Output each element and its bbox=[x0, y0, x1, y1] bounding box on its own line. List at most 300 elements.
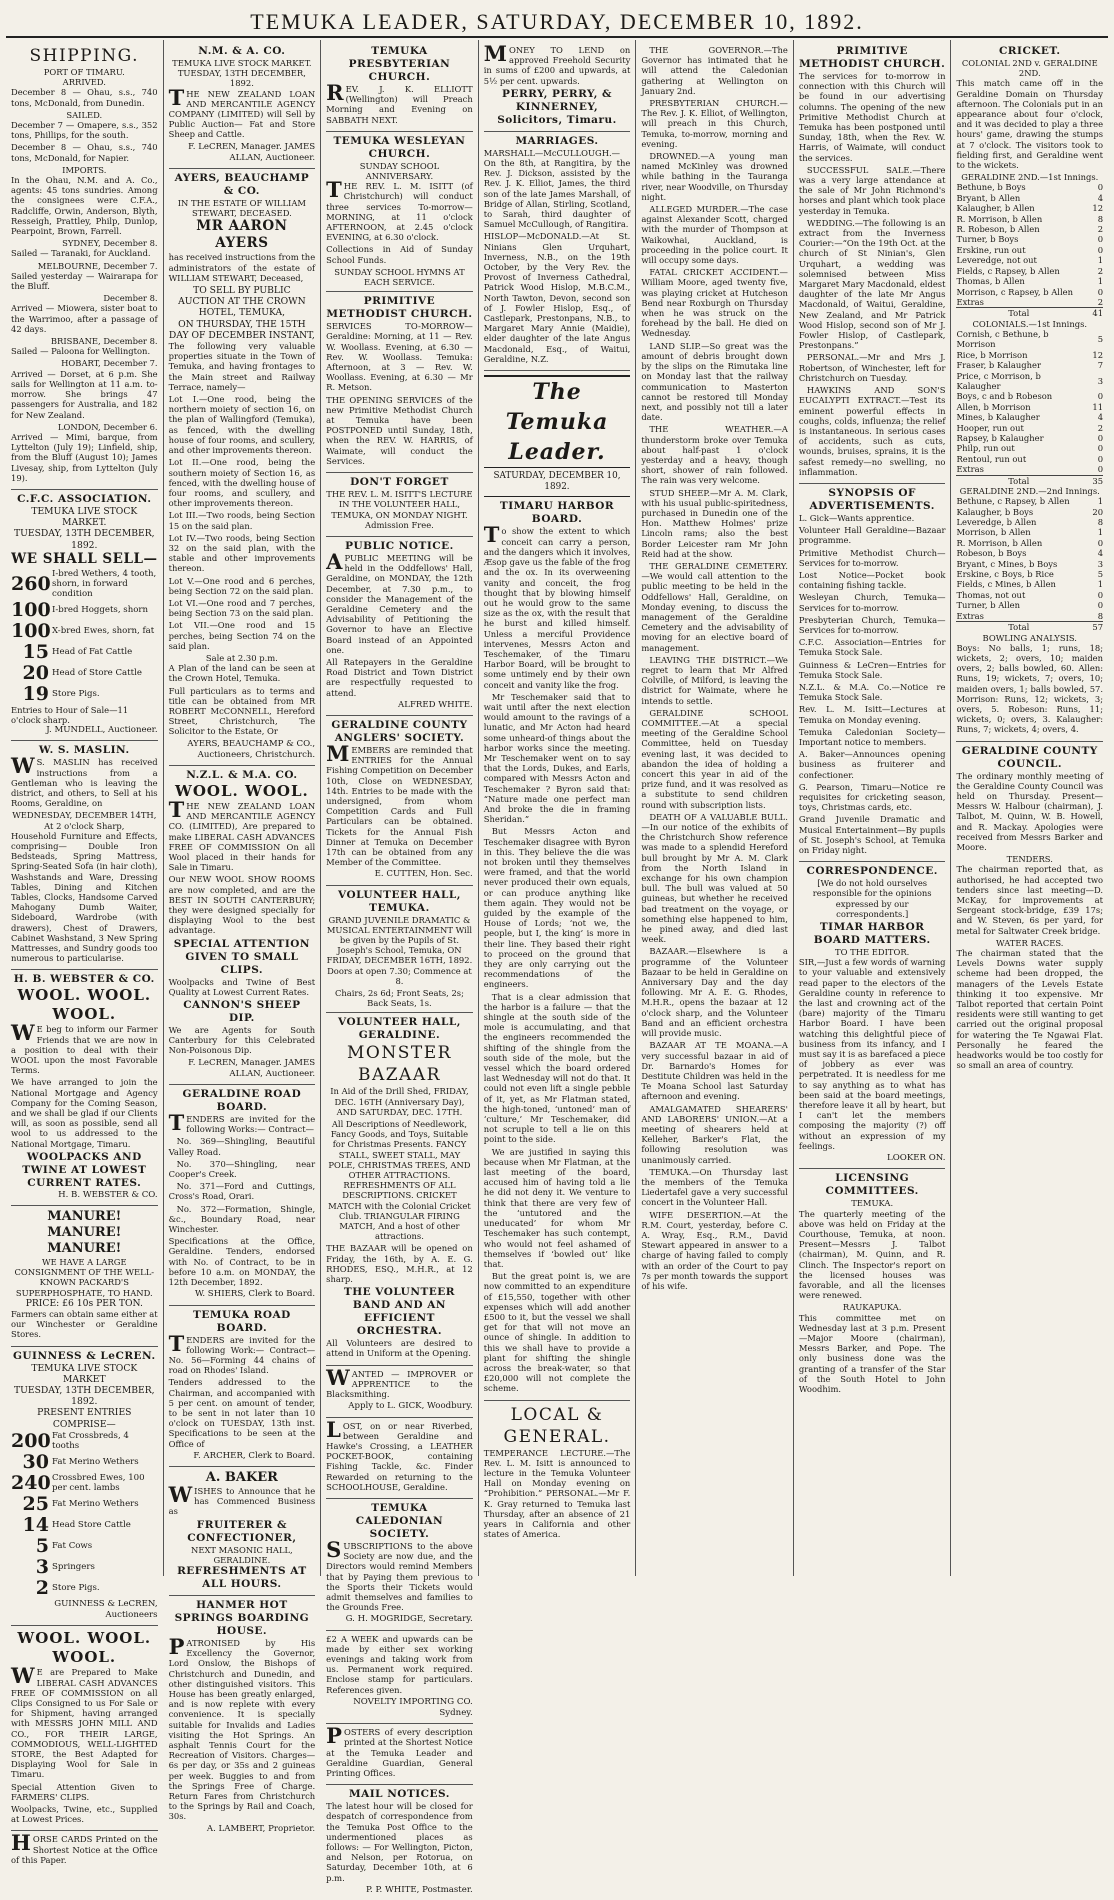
volunteer-hall-temuka bbox=[326, 886, 473, 1014]
news-item: THE WEATHER.—A thunderstorm broke over Temuka about half-past 1 o'clock yesterday and a heavy, though short, shower of rain followed. The rain was very welcome. bbox=[641, 424, 788, 486]
news-item: PERSONAL.—Mr and Mrs J. Robertson, of Winchester, left for Christchurch on Tuesday. bbox=[798, 352, 946, 383]
batsman: Fraser, b Kalaugher bbox=[956, 360, 1041, 371]
batsman: Boys, c and b Robeson bbox=[956, 391, 1053, 402]
ayers-time: Sale at 2.30 p.m. bbox=[205, 652, 278, 663]
news-text: Sailed — Paloona for Wellington. bbox=[11, 346, 151, 357]
water-body: The chairman stated that the Levels Downs water supply scheme had been dropped, the managers of the Levels Estate thinking it too expensive. Mr Talbot reported that certain Point residents were still wanting to get carried out the original proposal for watering the Te Ngawai Flat. Personally he feared the headworks would be too costly for so small an area of country. bbox=[956, 947, 1104, 1071]
nza-dip: CANNON'S SHEEP DIP. bbox=[183, 999, 301, 1025]
week-signature: NOVELTY IMPORTING CO. Sydney. bbox=[353, 1696, 473, 1718]
score-row bbox=[956, 412, 1103, 422]
stock-count: 200 bbox=[11, 1429, 51, 1452]
mail-signature: P. P. WHITE, Postmaster. bbox=[365, 1884, 473, 1895]
news-item: BAZAAR AT TE MOANA.—A very successful bazaar in aid of Dr. Barnardo's Homes for Destitute Children was held in the Te Moana School last Saturday afternoon and evening. bbox=[641, 1040, 788, 1102]
news-item: BAZAAR.—Elsewhere is a programme of the Volunteer Bazaar to be held in Geraldine on Anniversary Day and the day following. Mr A. E. G. Rhodes, M.H.R., opens the bazaar at 12 o'clock sharp, and the Volunteer Band and an efficient orchestra will provide music. bbox=[641, 946, 788, 1039]
columns bbox=[6, 40, 1108, 1895]
ayers-advert bbox=[169, 169, 316, 766]
batsman: Fields, c Rapsey, b Allen bbox=[956, 265, 1060, 276]
batsman: Fields, c Mines, b Allen bbox=[956, 579, 1056, 590]
synopsis-item: Primitive Methodist Church—Services for to-morrow. bbox=[798, 547, 946, 568]
innings-title: GERALDINE 2ND.—2nd Innings. bbox=[959, 486, 1100, 497]
extras: Extras bbox=[956, 296, 984, 307]
batsman: Erskine, c Boys, b Rice bbox=[956, 569, 1054, 580]
bowling-body: Boys: No balls, 1; runs, 18; wickets, 2; overs, 10; maiden overs, 2; balls bowled, 60. Allen: Runs, 19; wickets, 7; overs, 10; maiden overs, 1; balls bowled, 57. Morrison: Runs, 12; wickets, 3; overs, 5. Robeson: Runs, 11; wickets, 0; overs, 3. Kalaugher: Runs, 7; wickets, 4; overs, 4. bbox=[956, 642, 1104, 735]
guinness-lead: PRESENT ENTRIES COMPRISE— bbox=[37, 1407, 132, 1430]
paper-date: SATURDAY, DECEMBER 10, 1892. bbox=[484, 470, 631, 497]
grb-item: No. 372—Formation, Shingle, &c., Boundary Road, near Winchester. bbox=[168, 1203, 316, 1235]
runs: 2 bbox=[1097, 224, 1104, 235]
stock-count: 25 bbox=[22, 1492, 49, 1515]
caledonian-notice bbox=[326, 1499, 473, 1631]
vht-body: GRAND JUVENILE DRAMATIC & MUSICAL ENTERTAINMENT Will be given by the Pupils of St. Joseph's School, Temuka, ON FRIDAY, DECEMBER 16TH, 1892. Doors at open 7.30; Commence at 8. bbox=[326, 914, 473, 986]
grb-item: No. 370—Shingling, near Cooper's Creek. bbox=[168, 1158, 316, 1180]
batsman: Bethune, c Rapsey, b Allen bbox=[956, 496, 1070, 507]
ayers-body: has received instructions from the administrators of the estate of WILLIAM STEWART, Deceased, bbox=[168, 252, 316, 283]
synopsis-item: N.Z.L. & M.A. Co.—Notice re Temuka Stock Sale. bbox=[798, 681, 946, 703]
extras: Extras bbox=[956, 464, 984, 475]
runs: 0 bbox=[1097, 286, 1104, 297]
stock-entry bbox=[11, 1452, 158, 1472]
ayers-estate: IN THE ESTATE OF WILLIAM STEWART, DECEASED. bbox=[177, 198, 306, 219]
correspondence bbox=[799, 862, 946, 1169]
tcs-body: SUBSCRIPTIONS to the above Society are now due, and the Directors would remind Members that by Paying them previous to the Sports their Tickets would admit themselves and families to the Grounds Free. bbox=[326, 1536, 473, 1613]
nza-body: THE NEW ZEALAND LOAN AND MERCANTILE AGENCY CO. (LIMITED), Are prepared to make LIBERAL CASH ADVANCES FREE OF COMMISSION On all Wool placed in their hands for Sale in Timaru. bbox=[168, 796, 316, 873]
cfc-signature: J. MUNDELL, Auctioneer. bbox=[46, 725, 158, 736]
anglers-notice bbox=[326, 716, 473, 886]
runs: 12 bbox=[1092, 349, 1104, 360]
isitt-notice bbox=[326, 473, 473, 537]
week-advert bbox=[326, 1631, 473, 1725]
news-text: Arrived — Miowera, sister boat to the Warrimoo, after a passage of 42 days. bbox=[11, 303, 158, 334]
grb-item: No. 369—Shingling, Beautiful Valley Road. bbox=[168, 1136, 316, 1157]
pmc-body: SERVICES TO-MORROW— Geraldine: Morning, at 11 — Rev. W. Woollass. Evening, at 6.30 — Rev. W. Woollass. Temuka: Afternoon, at 3 — Rev. W. Woollass. Evening, at 6.30 — Mr R. Metson. bbox=[326, 321, 473, 393]
total-row bbox=[956, 475, 1103, 486]
isitt-title: DON'T FORGET bbox=[350, 476, 449, 489]
stock-entry bbox=[11, 621, 158, 641]
ayers-lot: Lot II.—One rood, being the southern moiety of Section 16, as fenced, with the dwelling house of four rooms, and scullery, and other improvements thereon. bbox=[168, 457, 316, 509]
runs: 3 bbox=[1097, 375, 1104, 386]
news-item: HAWKINS AND SON'S EUCALYPTI EXTRACT.—Test its eminent powerful effects in coughs, colds, influenza; the relief is instantaneous. In serious cases of accidents, such as cuts, wounds, bruises, sprains, it is the safest remedy—no swelling, no inflammation. bbox=[798, 385, 946, 477]
nza-body2: Our NEW WOOL SHOW ROOMS are now completed, and are the BEST IN SOUTH CANTERBURY; they were designed specially for displaying Wool to the best advantage. bbox=[168, 874, 316, 936]
runs: 2 bbox=[1097, 422, 1104, 433]
paper-nameplate bbox=[484, 375, 631, 497]
synopsis-item: Volunteer Hall Geraldine—Bazaar programme. bbox=[798, 525, 946, 546]
guinness-date: TUESDAY, 13TH DECEMBER, 1892. bbox=[14, 1385, 155, 1408]
news-item: SUCCESSFUL SALE.—There was a very large attendance at the sale of Mr John Richmond's horses and plant which took place yesterday in Temuka. bbox=[798, 164, 946, 216]
batsman: Rentoul, run out bbox=[956, 453, 1027, 464]
news-place: SYDNEY, December 8. bbox=[62, 238, 158, 249]
tpc-body: REV. J. K. ELLIOTT (Wellington) will Preach Morning and Evening on SABBATH NEXT. bbox=[326, 80, 473, 125]
twc-hymns: SUNDAY SCHOOL HYMNS AT EACH SERVICE. bbox=[334, 266, 465, 288]
batsman: Thomas, not out bbox=[956, 589, 1026, 600]
ayers-signature: AYERS, BEAUCHAMP & CO., Auctioneers, Christchurch. bbox=[187, 738, 316, 760]
baker-advert bbox=[169, 1467, 316, 1596]
manure-title: MANURE! MANURE! MANURE! bbox=[47, 1209, 122, 1257]
manure-note: Farmers can obtain same either at our Winchester or Geraldine Stores. bbox=[11, 1309, 158, 1340]
score-row bbox=[956, 266, 1103, 276]
score-row bbox=[956, 507, 1103, 517]
runs: 8 bbox=[1097, 610, 1104, 621]
stock-count: 14 bbox=[22, 1513, 49, 1536]
news-item: TEMUKA.—On Thursday last the members of the Temuka Liedertafel gave a very successful concert in the Volunteer Hall. bbox=[641, 1166, 788, 1208]
stock-entry bbox=[11, 663, 158, 683]
letter-to: TO THE EDITOR. bbox=[835, 947, 910, 958]
letter-signature: LOOKER ON. bbox=[887, 1153, 946, 1164]
lost-advert bbox=[326, 1418, 473, 1499]
ayers-lot: Lot VI.—One rood and 7 perches, being Section 73 on the said plan. bbox=[168, 597, 316, 619]
stock-desc: Fat Merino Wethers bbox=[52, 1498, 139, 1509]
hanmer-advert bbox=[169, 1596, 316, 1839]
stock-count: 100 bbox=[11, 598, 51, 621]
score-row bbox=[956, 454, 1103, 464]
wool2-supply: Woolpacks, Twine, etc., Supplied at Lowest Prices. bbox=[11, 1803, 158, 1825]
score-row bbox=[956, 548, 1103, 558]
runs: 0 bbox=[1097, 432, 1104, 443]
stock-entry bbox=[11, 1515, 158, 1535]
editorial-paragraph: Mr Teschemaker said that to wait until after the next election would amount to the ravings of a lunatic, and Mr Acton had heard some unheard-of things about the harbor works since the meeting. Mr Teschemaker went on to say that the Lords, Dukes, and Earls, compared with Messrs Acton and Teschemaker ? Byron said that: “Nature made one perfect man And broke the die in framing Sheridan.” bbox=[483, 691, 631, 825]
correspondence-note: [We do not hold ourselves responsible for the opinions expressed by our correspondents.] bbox=[812, 878, 932, 919]
twc-body: THE REV. L. M. ISITT (of Christchurch) will conduct three services To-morrow— MORNING, at 11 o'clock AFTERNOON, at 2.45 o'clock EVENING, at 6.30 o'clock. bbox=[326, 177, 473, 243]
masthead-title: TEMUKA LEADER, SATURDAY, DECEMBER 10, 1892. bbox=[250, 9, 864, 34]
stock-count: 5 bbox=[35, 1534, 49, 1557]
tpc-notice bbox=[326, 42, 473, 132]
batsman: Bethune, b Boys bbox=[956, 182, 1026, 193]
stock-count: 15 bbox=[22, 640, 49, 663]
stock-entry bbox=[11, 642, 158, 662]
cfc-date: TUESDAY, 13TH DECEMBER, 1892. bbox=[14, 528, 155, 551]
ayers-lot: Lot IV.—Two roods, being Section 32 on the said plan, with the stable and other improvements thereon. bbox=[168, 532, 316, 574]
total-runs: 41 bbox=[1092, 308, 1104, 319]
twc-notice bbox=[326, 132, 473, 292]
total-label: Total bbox=[1008, 622, 1030, 633]
money-text: MONEY TO LEND on approved Freehold Security in sums of £200 and upwards, at 5½ per cent. upwards. bbox=[483, 41, 631, 86]
column-5 bbox=[635, 40, 793, 1576]
ayers-lead: MR AARON AYERS bbox=[196, 218, 288, 252]
score-row bbox=[956, 569, 1103, 579]
score-row bbox=[956, 287, 1103, 297]
stock-count: 260 bbox=[11, 572, 51, 595]
column-2 bbox=[163, 40, 321, 1834]
maslin-body: WS. MASLIN has received instructions from a Gentleman who is leaving the district, and others, to Sell at his Rooms, Geraldine, on bbox=[11, 753, 158, 809]
grb-item: No. 371—Ford and Cuttings, Cross's Road, Orari. bbox=[168, 1181, 316, 1202]
news-text: Sailed yesterday — Wairarapa for the Bluff. bbox=[11, 270, 158, 292]
grb-advert bbox=[169, 1085, 316, 1305]
sailed-label: SAILED. bbox=[66, 109, 103, 120]
letter-body: SIR,—Just a few words of warning to your valuable and extensively read paper to the electors of the Geraldine county in reference to the last and crowning act of the (bare) majority of the Timaru Harbor Board. I have been watching this delightful piece of business from its infancy, and I must say it is as barefaced a piece of jobbery as ever was perpetrated. It is needless for me to say anything as to what has been said at the board meetings, therefore leave it all by heart, but I can't let the members composing the majority (?) off without an expression of my feelings. bbox=[798, 957, 946, 1151]
stock-entry bbox=[11, 1494, 158, 1514]
baker-body: WISHES to Announce that he has Commenced Business as bbox=[168, 1481, 316, 1517]
ayers-sale: TO SELL BY PUBLIC AUCTION AT THE CROWN HOTEL, TEMUKA, bbox=[178, 285, 306, 319]
guinness-advert bbox=[11, 1347, 158, 1627]
score-row bbox=[956, 433, 1103, 443]
ayers-lot: Lot III.—Two roods, being Section 15 on the said plan. bbox=[168, 510, 316, 531]
grb-close: Specifications at the Office, Geraldine. Tenders, endorsed with No. of Contract, to be in before 10 a.m. on MONDAY, the 12th December, 1892. bbox=[168, 1236, 316, 1288]
score-row bbox=[956, 350, 1103, 360]
score-row bbox=[956, 255, 1103, 265]
correspondence-title: CORRESPONDENCE. bbox=[806, 865, 938, 878]
score-row bbox=[956, 203, 1103, 213]
news-place: HOBART, December 7. bbox=[61, 358, 158, 369]
mail-notices bbox=[326, 1785, 473, 1900]
column-4 bbox=[478, 40, 636, 1576]
posters-advert bbox=[326, 1724, 473, 1785]
licensing-title: LICENSING COMMITTEES. bbox=[825, 1172, 919, 1198]
ayers-lots-intro: The following very valuable properties situate in the Town of Temuka, and having frontages to the Main street and Railway Terrace, namely— bbox=[168, 341, 316, 392]
news-item: LAND SLIP.—So great was the amount of debris brought down by the slips on the Rimutaka line on Monday last that the railway communication to Masterton cannot be restored till Monday next, and possibly not till a later date. bbox=[641, 340, 788, 423]
raukapuka-body: This committee met on Wednesday last at 3 p.m. Present—Major Moore (chairman), Messrs Barker, and Pope. The only business done was the granting of a transfer of the Star of the South Hotel to John Woodhim. bbox=[798, 1312, 946, 1394]
wool2-body: WE are Prepared to Make LIBERAL CASH ADVANCES FREE OF COMMISSION on all Clips Consigned to us For Sale or for Shipment, having arranged with MESSRS JOHN MILL AND CO., FOR THEIR LARGE, COMMODIOUS, WELL-LIGHTED STORE, the Best Adapted for Displaying Wool for Sale in Timaru. bbox=[11, 1663, 158, 1780]
batsman: Allen, b Morrison bbox=[956, 401, 1031, 412]
score-row bbox=[956, 297, 1103, 308]
woolpacks: WOOLPACKS AND TWINE AT LOWEST CURRENT RATES. bbox=[22, 1150, 147, 1189]
news-item: FATAL CRICKET ACCIDENT.—William Moore, aged twenty five, was playing cricket at Hutcheson Bend near Roxburgh on Thursday when he was struck on the forehead by the ball. He died on Wednesday. bbox=[641, 267, 788, 339]
isitt-body: THE REV. L. M. ISITT'S LECTURE IN THE VOLUNTEER HALL, TEMUKA, ON MONDAY NIGHT. Admission Free. bbox=[326, 489, 473, 530]
bazaar-title: MONSTER BAZAAR bbox=[346, 1043, 452, 1086]
synopsis bbox=[799, 484, 946, 862]
runs: 1 bbox=[1097, 527, 1104, 538]
news-item: AMALGAMATED SHEARERS' AND LABORERS' UNION.—At a meeting of shearers held at Kelleher, Barker's Flat, the following resolution was unanimously carried. bbox=[641, 1103, 788, 1165]
stock-count: 20 bbox=[22, 661, 49, 684]
baker-title: A. BAKER bbox=[205, 1469, 278, 1485]
nza-special: SPECIAL ATTENTION GIVEN TO SMALL CLIPS. bbox=[173, 937, 311, 976]
gcaa-signature: E. CUTTEN, Hon. Sec. bbox=[374, 869, 473, 880]
runs: 1 bbox=[1097, 496, 1104, 507]
stock-entry bbox=[11, 1431, 158, 1451]
grb-signature: W. SHIERS, Clerk to Board. bbox=[195, 1289, 316, 1300]
score-row bbox=[956, 360, 1103, 370]
runs: 2 bbox=[1097, 265, 1104, 276]
guinness-signature: GUINNESS & LeCREN, Auctioneers bbox=[54, 1598, 158, 1621]
nza-title: N.Z.L. & M.A. CO. bbox=[186, 768, 298, 781]
cricket-report bbox=[956, 42, 1103, 742]
synopsis-item: A. Baker—Announces opening business as fruiterer and confectioner. bbox=[798, 749, 946, 780]
runs: 1 bbox=[1097, 579, 1104, 590]
ayers-date: ON THURSDAY, THE 15TH DAY OF DECEMBER INSTANT, bbox=[168, 318, 315, 341]
stock-desc: Head of Store Cattle bbox=[52, 667, 142, 678]
ayers-lot: Lot I.—One rood, being the northern moiety of section 16, on the plan of Wallingford (Temuka), as fenced, with the dwelling house of four rooms, and scullery, and other improvements thereon. bbox=[168, 394, 316, 456]
nma-title: N.M. & A. CO. bbox=[198, 45, 286, 57]
hanmer-signature: A. LAMBERT, Proprietor. bbox=[206, 1823, 316, 1834]
batsman: Mines, b Kalaugher bbox=[956, 412, 1040, 423]
stock-desc: Store Pigs. bbox=[52, 1582, 100, 1593]
batsman: Turner, b Allen bbox=[956, 600, 1020, 611]
total-runs: 35 bbox=[1092, 475, 1104, 486]
letter-title: TIMAR HARBOR BOARD MATTERS. bbox=[813, 921, 931, 947]
synopsis-item: C.F.C. Association—Entries for Temuka Stock Sale. bbox=[798, 637, 946, 658]
nma-signature: F. LeCREN, Manager. JAMES ALLAN, Auctioneer. bbox=[188, 141, 316, 163]
score-row bbox=[956, 214, 1103, 224]
nza-dip-body: We are Agents for South Canterbury for this Celebrated Non-Poisonous Dip. bbox=[168, 1025, 316, 1056]
pmc-opening: THE OPENING SERVICES of the new Primitive Methodist Church at Temuka have been POSTPONED until Sunday, 18th, when the REV. W. HARRIS, of Waimate, will conduct the Services. bbox=[326, 394, 473, 466]
runs: 20 bbox=[1092, 506, 1104, 517]
mail-body: The latest hour will be closed for despatch of correspondence from the Temuka Post Office to the undermentioned places as follows: — For Wellington, Picton, and Nelson, per Rotorua, on Saturday, December 10th, at 6 p.m. bbox=[326, 1801, 473, 1883]
runs: 8 bbox=[1097, 213, 1104, 224]
cfc-lead: WE SHALL SELL— bbox=[11, 550, 158, 567]
synopsis-item: Wesleyan Church, Temuka—Services for to-morrow. bbox=[798, 592, 946, 613]
batsman: R. Morrison, b Allen bbox=[956, 537, 1043, 548]
bazaar-close: All Volunteers are desired to attend in Uniform at the Opening. bbox=[326, 1338, 473, 1359]
wool2-clips: Special Attention Given to FARMERS' CLIPS. bbox=[11, 1781, 158, 1802]
runs: 0 bbox=[1097, 537, 1104, 548]
horse-cards-advert bbox=[11, 1831, 158, 1871]
ayers-lot: Lot V.—One rood and 6 perches, being Section 72 on the said plan. bbox=[168, 575, 316, 596]
batsman: Robeson, b Boys bbox=[956, 548, 1027, 559]
synopsis-item: Guinness & LeCren—Entries for Temuka Stock Sale. bbox=[798, 659, 946, 680]
maslin-advert bbox=[11, 741, 158, 970]
pn-body2: All Ratepayers in the Geraldine Road District and Town District are respectfully requested to attend. bbox=[326, 656, 473, 698]
runs: 1 bbox=[1097, 255, 1104, 266]
stock-count: 2 bbox=[35, 1576, 49, 1599]
runs: 2 bbox=[1097, 296, 1104, 307]
pmc-title: PRIMITIVE METHODIST CHURCH. bbox=[326, 295, 473, 321]
baker-address: NEXT MASONIC HALL, GERALDINE. bbox=[191, 1544, 293, 1565]
batsman: Leveredge, not out bbox=[956, 255, 1037, 266]
batsman: R. Morrison, b Allen bbox=[956, 213, 1043, 224]
editorial-paragraph: We are justified in saying this because when Mr Flatman, at the last meeting of the board, accused him of having told a lie he did not deny it. We venture to think that there are very few of the ‘untutored and the uneducated’ for whom Mr Teschemaker has such contempt, who would not feel ashamed of themselves if ‘bowled out’ like that. bbox=[483, 1146, 631, 1269]
news-place: MELBOURNE, December 7. bbox=[37, 260, 158, 271]
licensing bbox=[799, 1169, 946, 1400]
webster-wool: WOOL. WOOL. WOOL. bbox=[17, 986, 152, 1024]
runs: 0 bbox=[1097, 600, 1104, 611]
stock-desc: Fat Merino Wethers bbox=[52, 1456, 139, 1467]
news-place: LONDON, December 6. bbox=[57, 421, 158, 432]
tenders-body: The chairman reported that, as authorised, he had accepted two tenders since last meeting—D. McKay, for improvements at Sergeant stock-bridge, £39 17s; and W. Steven, 6s per yard, for metal for Saltwater Creek bridge. bbox=[956, 864, 1104, 936]
runs: 4 bbox=[1097, 412, 1104, 423]
total-row bbox=[956, 308, 1103, 319]
stock-desc: Fat Cows bbox=[52, 1540, 93, 1551]
stock-desc: X-bred Ewes, shorn, fat bbox=[52, 625, 155, 636]
shipping-news bbox=[11, 238, 158, 483]
runs: 0 bbox=[1097, 182, 1104, 193]
nza-signature: F. LeCREN, Manager. JAMES ALLAN, Auctioneer. bbox=[188, 1057, 316, 1079]
hanmer-body: PATRONISED by His Excellency the Governor, Lord Onslow, the Bishops of Christchurch and Dunedin, and other distinguished visitors. This House has been greatly enlarged, and is now replete with every convenience. It is specially suitable for Invalids and Ladies visiting the Hot Springs. An asphalt Tennis Court for the Recreation of Visitors. Charges—6s per day, or 35s and 2 guineas per week. Buggies to and from the Springs Free of Charge. Return Fares from Christchurch to the Springs by Rail and Coach, 30s. bbox=[168, 1633, 316, 1822]
runs: 0 bbox=[1097, 589, 1104, 600]
synopsis-item: G. Pearson, Timaru—Notice re requisites for cricketing season, toys, Christmas cards, etc. bbox=[798, 781, 946, 813]
trb-title: TEMUKA ROAD BOARD. bbox=[193, 1308, 291, 1334]
editorial-paragraph: But Messrs Acton and Teschemaker disagree with Byron in this. They believe the die was not broken until they themselves were framed, and that the world never produced their own equals, or can produce anything like them again. They would not be guided by the example of the House of Lords; ‘not we, the people, but I, the king’ is more in their line. They based their right to proceed on the ground that they are only carrying out the recommendations of the engineers. bbox=[483, 826, 631, 990]
hanmer-title: HANMER HOT SPRINGS BOARDING HOUSE. bbox=[174, 1598, 310, 1637]
baker-refresh: REFRESHMENTS AT ALL HOURS. bbox=[177, 1564, 307, 1590]
stock-count: 240 bbox=[11, 1471, 51, 1494]
pmc-notice bbox=[326, 292, 473, 473]
stock-entry bbox=[11, 569, 158, 599]
synopsis-item: Rev. L. M. Isitt—Lectures at Temuka on Monday evening. bbox=[798, 704, 946, 725]
score-row bbox=[956, 371, 1103, 392]
total-runs: 57 bbox=[1092, 622, 1104, 633]
bowling-title: BOWLING ANALYSIS. bbox=[982, 632, 1077, 643]
tpc-title: TEMUKA PRESBYTERIAN CHURCH. bbox=[348, 45, 451, 83]
ayers-plan: A Plan of the land can be seen at the Crown Hotel, Temuka. bbox=[168, 663, 316, 684]
money-signature: PERRY, PERRY, & KINNERNEY, Solicitors, Timaru. bbox=[497, 87, 617, 126]
nma-advert bbox=[169, 42, 316, 169]
synopsis-title: SYNOPSIS OF ADVERTISEMENTS. bbox=[809, 486, 935, 512]
manure-price: PRICE: £6 10s PER TON. bbox=[25, 1297, 143, 1309]
total-label: Total bbox=[1008, 308, 1030, 319]
twc-sub: SUNDAY SCHOOL ANNIVERSARY. bbox=[359, 160, 440, 182]
webster-body: WE beg to inform our Farmer Friends that we are now in a position to deal with their WOOL upon the most Favorable Terms. bbox=[11, 1020, 158, 1076]
score-row bbox=[956, 245, 1103, 255]
imports-label: IMPORTS. bbox=[62, 164, 107, 175]
score-row bbox=[956, 611, 1103, 622]
score-row bbox=[956, 527, 1103, 537]
total-row bbox=[956, 622, 1103, 633]
news-item: GERALDINE SCHOOL COMMITTEE.—At a special meeting of the Geraldine School Committee, held on Tuesday evening last, it was decided to abandon the idea of holding a concert this year in aid of the prize fund, and it was resolved as a substitute to send children round with subscription lists. bbox=[641, 707, 788, 810]
mail-title: MAIL NOTICES. bbox=[348, 1788, 450, 1801]
synopsis-item: L. Gick—Wants apprentice. bbox=[798, 512, 915, 523]
twc-title: TEMUKA WESLEYAN CHURCH. bbox=[333, 134, 466, 160]
score-row bbox=[956, 234, 1103, 244]
news-item: DEATH OF A VALUABLE BULL.—In our notice of the exhibits of the Christchurch Show reference was made to a splendid Hereford bull brought by Mr A. M. Clark from the North Island in exchange for his own champion bull. The bull was valued at 50 guineas, but whether he received bad treatment on the voyage, or something else happened to him, he pined away, and died last week. bbox=[641, 811, 788, 945]
runs: 3 bbox=[1097, 558, 1104, 569]
stock-count: 100 bbox=[11, 619, 51, 642]
score-row bbox=[956, 276, 1103, 286]
gcc-title: GERALDINE COUNTY COUNCIL. bbox=[961, 744, 1098, 770]
runs: 0 bbox=[1097, 443, 1104, 454]
webster-signature: H. B. WEBSTER & CO. bbox=[58, 1189, 158, 1200]
score-row bbox=[956, 464, 1103, 475]
runs: 0 bbox=[1097, 453, 1104, 464]
vht-admission: Chairs, 2s 6d; Front Seats, 2s; Back Seats, 1s. bbox=[334, 988, 464, 1009]
trb-body: TENDERS are invited for the following Work:— Contract— No. 56—Forming 44 chains of road on Rhodes' Island. bbox=[168, 1330, 316, 1376]
ayers-lot: Lot VII.—One rood and 15 perches, being Section 74 on the said plan. bbox=[168, 620, 316, 651]
vhg-title: VOLUNTEER HALL, GERALDINE. bbox=[338, 1016, 461, 1042]
score-row bbox=[956, 423, 1103, 433]
grb-body: TENDERS are invited for the following Works:— Contract— bbox=[168, 1110, 316, 1136]
synopsis-item: Presbyterian Church, Temuka—Services for to-morrow. bbox=[798, 614, 946, 635]
trb-close: Tenders addressed to the Chairman, and accompanied with 5 per cent. on amount of tender, to be sent in not later than 10 o'clock on TUESDAY, 13th inst. Specifications to be seen at the Office of bbox=[168, 1377, 316, 1449]
stock-entry bbox=[11, 1536, 158, 1556]
score-row bbox=[956, 600, 1103, 610]
manure-body: WE HAVE A LARGE CONSIGNMENT OF THE WELL-KNOWN PACKARD'S SUPERPHOSPHATE, TO HAND. bbox=[14, 1257, 155, 1298]
manure-advert bbox=[11, 1206, 158, 1347]
shipping-section bbox=[11, 42, 158, 490]
stock-desc: Store Pigs. bbox=[52, 688, 100, 699]
wanted-text: WANTED — IMPROVER or APPRENTICE to the Blacksmithing. bbox=[326, 1364, 473, 1400]
news-item: DROWNED.—A young man named McKinley was drowned while bathing in the Tauranga river, near Woodville, on Thursday night. bbox=[641, 151, 788, 202]
pn-signature: ALFRED WHITE. bbox=[398, 699, 473, 710]
score-row bbox=[956, 496, 1103, 506]
batsman: Rapsey, b Kalaugher bbox=[956, 432, 1044, 443]
baker-trade: FRUITERER & CONFECTIONER, bbox=[187, 1518, 297, 1544]
paper-title: The Temuka Leader. bbox=[484, 375, 631, 468]
runs: 5 bbox=[1097, 334, 1104, 345]
news-item: THE GERALDINE CEMETERY.—We would call attention to the public meeting to be held in the Oddfellows' Hall, Geraldine, on Monday evening, to discuss the management of the Geraldine Cemetery and the advisability of moving for an elective board of management. bbox=[641, 560, 788, 653]
vht-title: VOLUNTEER HALL, TEMUKA. bbox=[338, 888, 461, 914]
news-item: ALLEGED MURDER.—The case against Alexander Scott, charged with the murder of Thompson at Waikowhai, Auckland, is proceeding in the police court. It will occupy some days. bbox=[641, 204, 788, 266]
water-title: WATER RACES. bbox=[996, 937, 1064, 948]
guinness-market: TEMUKA LIVE STOCK MARKET bbox=[31, 1362, 138, 1385]
wanted-signature: Apply to L. GICK, Woodbury. bbox=[348, 1401, 473, 1412]
score-row bbox=[956, 559, 1103, 569]
cricket-title: CRICKET. bbox=[998, 45, 1061, 57]
public-notice bbox=[326, 537, 473, 716]
horse-cards-text: HORSE CARDS Printed on the Shortest Notice at the Office of this Paper. bbox=[11, 1830, 158, 1865]
sailed-item: December 7 — Omapere, s.s., 352 tons, Phillips, for the south. bbox=[11, 120, 158, 141]
masthead bbox=[6, 8, 1108, 38]
news-item: WEDDING.—The following is an extract from the Inverness Courier:—“On the 19th Oct. at the church of St Ninian's, Glen Urquhart, a wedding was solemnised between Miss Margaret Mary Macdonald, eldest daughter of the late Mr Angus Macdonald, of Waitui, Geraldine, New Zealand, and Mr Patrick Wood Hislop, second son of Mr J. Fowler Hislop, of Castlepark, Prestonpans.” bbox=[798, 217, 946, 351]
tenders-title: TENDERS. bbox=[1006, 854, 1053, 865]
nza-packs: Woolpacks and Twine of Best Quality at Lowest Current Rates. bbox=[168, 976, 316, 997]
maslin-date: WEDNESDAY, DECEMBER 14TH, At 2 o'clock Sharp, bbox=[12, 810, 157, 831]
batsman: Philp, run out bbox=[956, 443, 1015, 454]
local-news-items bbox=[641, 42, 788, 1297]
stock-desc: Fat Crossbreds, 4 tooths bbox=[52, 1430, 129, 1451]
editorial-paragraph: To show the extent to which conceit can carry a person, and the dangers which it involves, Æsop gave us the fable of the frog and the ox. In its overweening vanity and conceit, the frog thought that by blowing himself out he would grow to the same size as the ox, with the result that he burst and killed himself. Unless a merciful Providence intervenes, Messrs Acton and Teschemaker, of the Timaru Harbor Board, will be brought to some untimely end by their own conceit and vanity like the frog. bbox=[483, 522, 631, 690]
pn-title: PUBLIC NOTICE. bbox=[345, 539, 454, 552]
week-text: £2 A WEEK and upwards can be made by either sex working evenings and taking work from us. Permanent work required. Enclose stamp for particulars. References given. bbox=[326, 1633, 473, 1695]
lost-text: LOST, on or near Riverbed, between Geraldine and Hawke's Crossing, a LEATHER POCKET-BOOK, containing Fishing Tackle, &c. Finder Rewarded on returning to the SCHOOLHOUSE, Geraldine. bbox=[326, 1416, 473, 1492]
runs: 11 bbox=[1092, 401, 1104, 412]
wool2-advert bbox=[11, 1626, 158, 1831]
